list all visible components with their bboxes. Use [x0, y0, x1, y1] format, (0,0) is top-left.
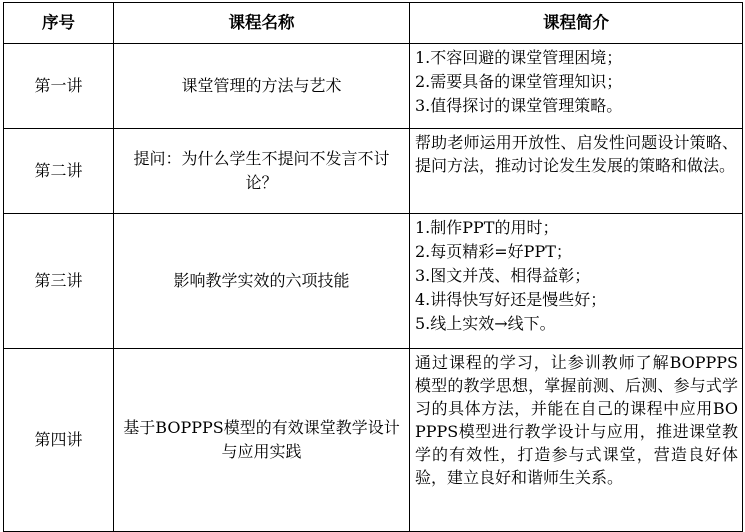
header-no: 序号 [4, 3, 114, 44]
table-row [4, 129, 743, 214]
course-name: 基于BOPPPS模型的有效课堂教学设计与应用实践 [114, 349, 410, 532]
lecture-number: 第二讲 [4, 129, 114, 214]
description-item: 4.讲得快写好还是慢些好； [415, 290, 607, 309]
course-table [3, 2, 743, 532]
description-item: 1.制作PPT的用时； [415, 218, 559, 237]
course-description [410, 349, 743, 532]
description-item: 3.值得探讨的课堂管理策略。 [415, 96, 623, 115]
course-name: 影响教学实效的六项技能 [114, 214, 410, 349]
course-description [410, 44, 743, 129]
table-row [4, 349, 743, 532]
header-name: 课程名称 [114, 3, 410, 44]
description-item: 2.需要具备的课堂管理知识； [415, 72, 623, 91]
description-text: 帮助老师运用开放性、启发性问题设计策略、提问方法，推动讨论发生发展的策略和做法。 [415, 133, 738, 175]
description-item: 5.线上实效→线下。 [415, 314, 556, 333]
lecture-number: 第三讲 [4, 214, 114, 349]
description-item: 2.每页精彩=好PPT； [415, 242, 572, 261]
course-name: 提问：为什么学生不提问不发言不讨论？ [114, 129, 410, 214]
table-row [4, 214, 743, 349]
description-item: 3.图文并茂、相得益彰； [415, 266, 591, 285]
description-item: 1.不容回避的课堂管理困境； [415, 48, 623, 67]
lecture-number: 第一讲 [4, 44, 114, 129]
header-desc: 课程简介 [410, 3, 743, 44]
course-description [410, 214, 743, 349]
course-name: 课堂管理的方法与艺术 [114, 44, 410, 129]
course-description [410, 129, 743, 214]
description-text: 通过课程的学习，让参训教师了解BOPPPS模型的教学思想，掌握前测、后测、参与式学习的具体方法，并能在自己的课程中应用BOPPPS模型进行教学设计与应用，推进课堂教学的有效性，打造参与式课堂，营造良好体验，建立良好和谐师生关系。 [415, 353, 738, 487]
header-row [4, 3, 743, 44]
table-row [4, 44, 743, 129]
lecture-number: 第四讲 [4, 349, 114, 532]
